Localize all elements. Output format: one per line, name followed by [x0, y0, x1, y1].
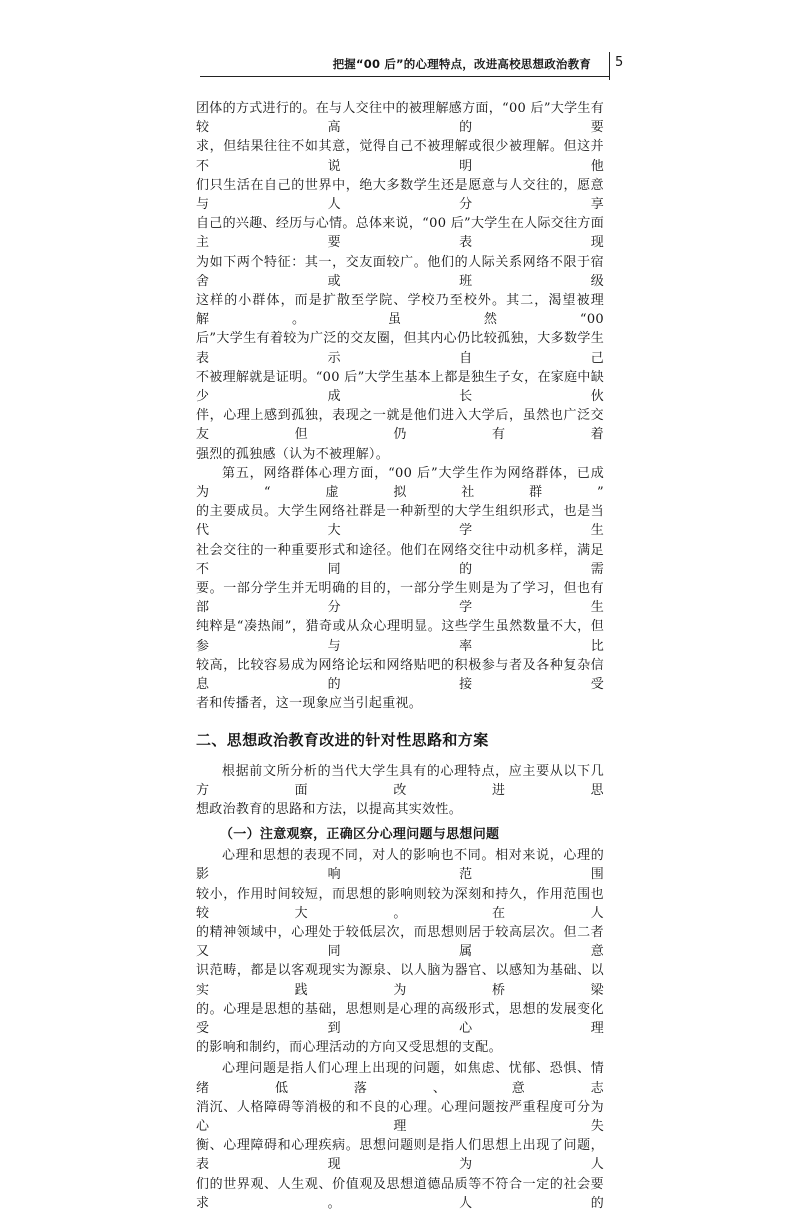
paragraph-intro	[196, 762, 604, 820]
text-line: 第五，网络群体心理方面，“00 后”大学生作为网络群体，已成为“虚拟社群”	[196, 465, 604, 501]
text-line: 社会交往的一种重要形式和途径。他们在网络交往中动机多样，满足不同的需	[196, 542, 604, 577]
paragraph-psychological-problems	[196, 1059, 604, 1213]
text-line: 根据前文所分析的当代大学生具有的心理特点，应主要从以下几方面改进思	[196, 763, 604, 798]
header-horizontal-rule	[200, 76, 609, 77]
text-line: 自己的兴趣、经历与心情。总体来说，“00 后”大学生在人际交往方面主要表现	[196, 216, 604, 251]
paragraph-network-group	[196, 464, 604, 714]
text-line: 这样的小群体，而是扩散至学院、学校乃至校外。其二，渴望被理解。虽然“00	[196, 293, 604, 328]
text-line: 较高，比较容易成为网络论坛和网络贴吧的积极参与者及各种复杂信息的接受	[196, 657, 604, 693]
text-line: 们的世界观、人生观、价值观及思想道德品质等不符合一定的社会要求。人的	[196, 1176, 604, 1211]
text-line: 想政治教育的思路和方法，以提高其实效性。	[196, 801, 463, 817]
text-line: 们只生活在自己的世界中，绝大多数学生还是愿意与人交往的，愿意与人分享	[196, 177, 604, 213]
text-line: 的影响和制约，而心理活动的方向又受思想的支配。	[196, 1040, 502, 1056]
text-line: 衡、心理障碍和心理疾病。思想问题则是指人们思想上出现了问题，表现为人	[196, 1138, 604, 1173]
running-header-title: 把握“00 后”的心理特点，改进高校思想政治教育	[332, 57, 591, 71]
text-line: 为如下两个特征：其一，交友面较广。他们的人际关系网络不限于宿舍或班级	[196, 254, 604, 289]
text-line: 识范畴，都是以客观现实为源泉、以人脑为器官、以感知为基础、以实践为桥梁	[196, 963, 604, 998]
text-line: 心理和思想的表现不同，对人的影响也不同。相对来说，心理的影响范围	[196, 848, 604, 883]
text-line: 的精神领域中，心理处于较低层次，而思想则居于较高层次。但二者又同属意	[196, 924, 604, 960]
text-line: 的主要成员。大学生网络社群是一种新型的大学生组织形式，也是当代大学生	[196, 504, 604, 539]
text-line: 不被理解就是证明。“00 后”大学生基本上都是独生子女，在家庭中缺少成长伙	[196, 369, 604, 405]
text-line: 者和传播者，这一现象应当引起重视。	[196, 696, 423, 712]
page-number: 5	[615, 55, 624, 70]
running-header	[200, 52, 631, 80]
paragraph-psychology-vs-thought	[196, 846, 604, 1057]
sub-heading: （一）注意观察，正确区分心理问题与思想问题	[220, 827, 500, 843]
text-line: 后”大学生有着较为广泛的交友圈，但其内心仍比较孤独，大多数学生表示自己	[196, 331, 604, 366]
text-line: 消沉、人格障碍等消极的和不良的心理。心理问题按严重程度可分为心理失	[196, 1099, 604, 1134]
text-line: 心理问题是指人们心理上出现的问题，如焦虑、忧郁、恐惧、情绪低落、意志	[196, 1061, 604, 1096]
section-heading: 二、思想政治教育改进的针对性思路和方案	[196, 730, 489, 749]
text-line: 求，但结果往往不如其意，觉得自己不被理解或很少被理解。但这并不说明他	[196, 139, 604, 174]
text-line: 团体的方式进行的。在与人交往中的被理解感方面，“00 后”大学生有较高的要	[196, 101, 604, 136]
text-line: 伴，心理上感到孤独，表现之一就是他们进入大学后，虽然也广泛交友但仍有着	[196, 408, 604, 443]
text-line: 要。一部分学生并无明确的目的，一部分学生则是为了学习，但也有部分学生	[196, 581, 604, 616]
text-line: 的。心理是思想的基础，思想则是心理的高级形式，思想的发展变化受到心理	[196, 1001, 604, 1036]
header-vertical-rule	[609, 52, 610, 80]
text-line: 较小，作用时间较短，而思想的影响则较为深刻和持久，作用范围也较大。在人	[196, 886, 604, 921]
body-text	[196, 99, 604, 1213]
paragraph-interpersonal	[196, 99, 604, 464]
text-line: 强烈的孤独感（认为不被理解）。	[196, 446, 390, 462]
text-line: 纯粹是“凑热闹”，猎奇或从众心理明显。这些学生虽然数量不大，但参与率比	[196, 619, 604, 654]
